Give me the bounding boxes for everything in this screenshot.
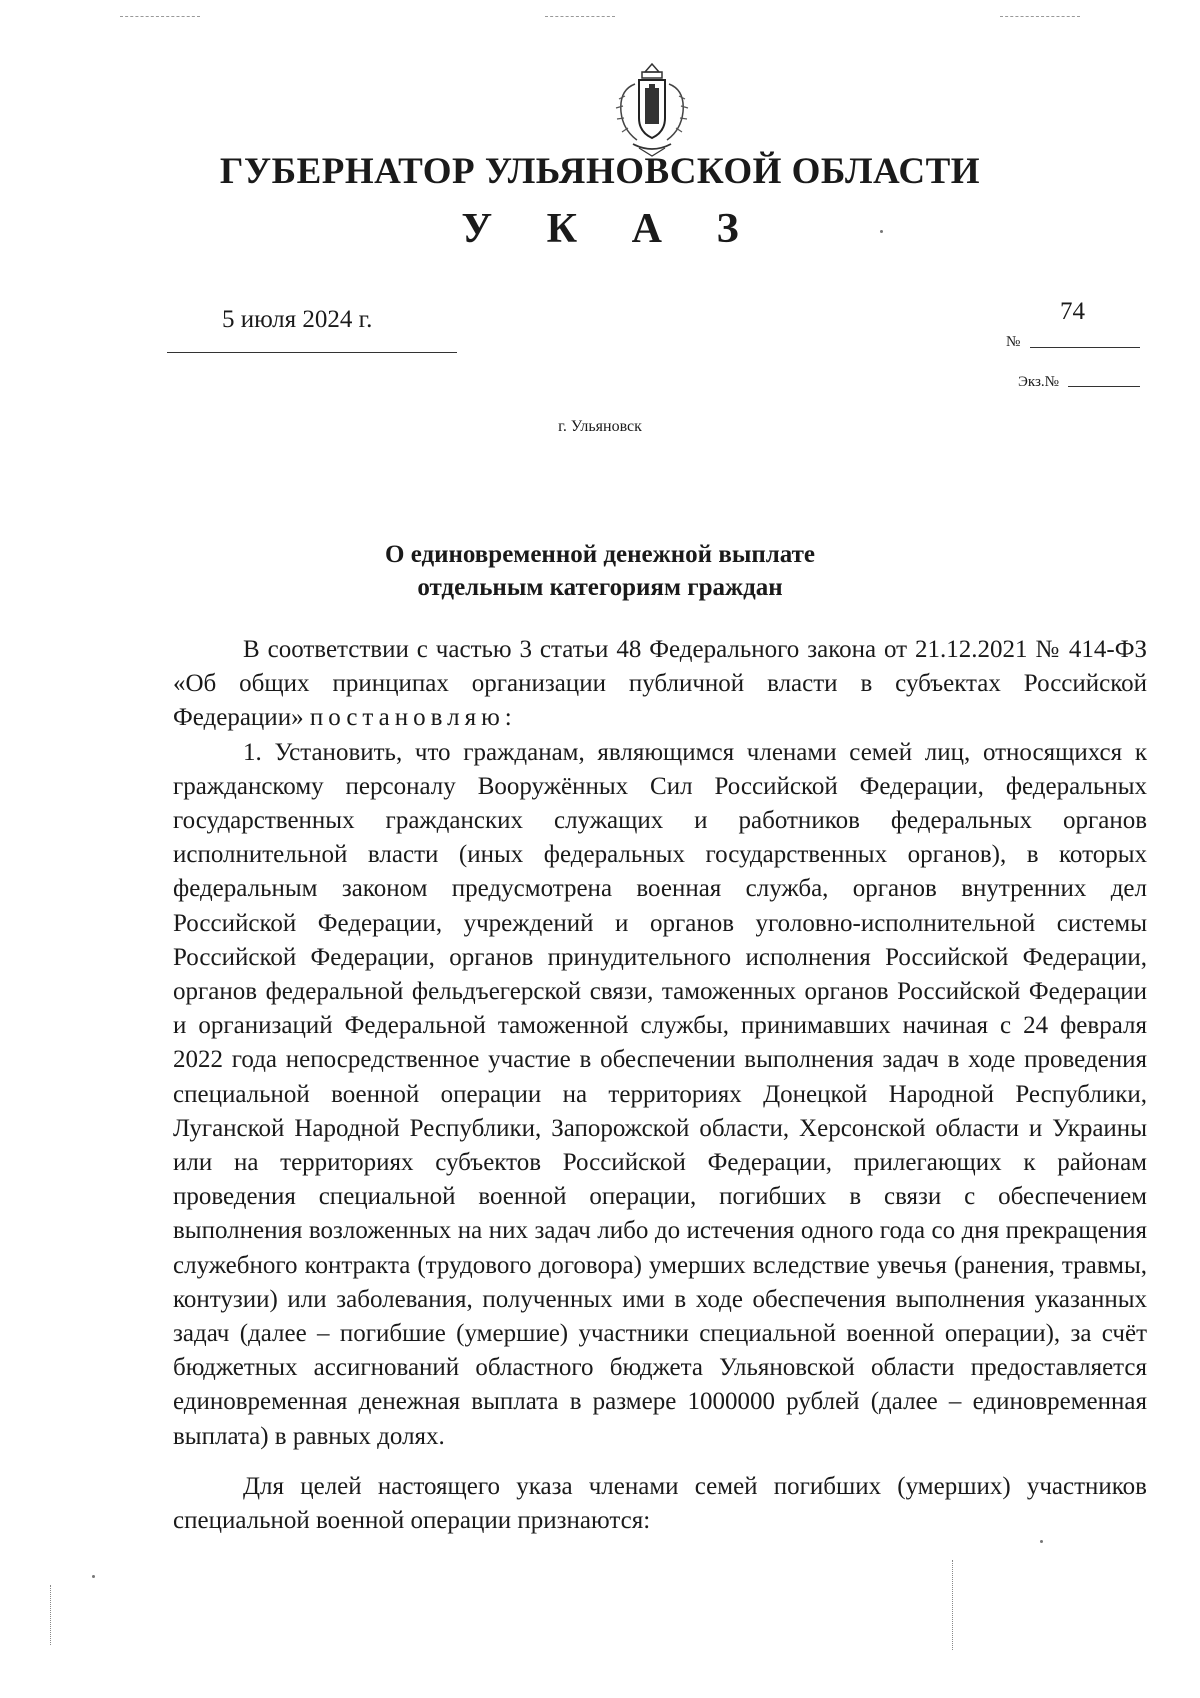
- preamble-text: В соответствии с частью 3 статьи 48 Федерального закона от 21.12.2021 № 414-ФЗ «Об общих принципах организации публичной власти в субъектах Российской Федерации»: [173, 636, 1147, 732]
- document-date: 5 июля 2024 г.: [222, 306, 373, 333]
- item-1-paragraph: 1. Установить, что гражданам, являющимся членами семей лиц, относящихся к гражданскому персоналу Вооружённых Сил Российской Федерации, федеральных государственных гражданских служащих и работников федеральных органов исполнительной власти (иных федеральных государственных органов), в которых федеральным законом предусмотрена военная служба, органов внутренних дел Российской Федерации, учреждений и органов уголовно-исполнительной системы Российской Федерации, органов принудительного исполнения Российской Федерации, органов федеральной фельдъегерской связи, таможенных органов Российской Федерации и организаций Федеральной таможенной службы, принимавших начиная с 24 февраля 2022 года непосредственное участие в обеспечении выполнения задач в ходе проведения специальной военной операции на территориях Донецкой Народной Республики, Луганской Народной Республики, Запорожской области, Херсонской области и Украины или на территориях субъектов Российской Федерации, прилегающих к районам проведения специальной военной операции, погибших в связи с обеспечением выполнения возложенных на них задач либо до истечения одного года со дня прекращения служебного контракта (трудового договора) умерших вследствие увечья (ранения, травмы, контузии) или заболевания, полученных ими в ходе обеспечения выполнения указанных задач (далее – погибшие (умершие) участники специальной военной операции), за счёт бюджетных ассигнований областного бюджета Ульяновской области предоставляется единовременная денежная выплата в размере 1000000 рублей (далее – единовременная выплата) в равных долях.: [173, 738, 1147, 1450]
- city: г. Ульяновск: [558, 418, 642, 435]
- subject-line: О единовременной денежной выплате: [385, 541, 815, 568]
- copy-number-underline: [1068, 386, 1140, 387]
- number-label: №: [1006, 334, 1021, 350]
- date-underline: [167, 352, 457, 353]
- decree-subject: [0, 538, 1200, 604]
- scan-artifact: [120, 16, 200, 18]
- decree-body: [173, 633, 1147, 1538]
- issuing-authority: ГУБЕРНАТОР УЛЬЯНОВСКОЙ ОБЛАСТИ: [219, 151, 981, 192]
- subject-line: отдельным категориям граждан: [417, 574, 783, 601]
- document-number: 74: [1060, 298, 1085, 325]
- preamble-keyword: постановляю:: [309, 704, 517, 732]
- preamble-paragraph: [173, 633, 1147, 736]
- document-type: У К А З: [461, 206, 761, 252]
- scan-artifact: [1000, 16, 1080, 18]
- coat-of-arms-emblem: [605, 60, 699, 160]
- number-underline: [1030, 347, 1140, 348]
- scan-artifact: [50, 1585, 51, 1645]
- scan-artifact: [545, 16, 615, 18]
- family-definition-paragraph: Для целей настоящего указа членами семей погибших (умерших) участников специальной военной операции признаются:: [173, 1472, 1147, 1535]
- scan-artifact: [952, 1560, 953, 1650]
- copy-number-label: Экз.№: [1018, 374, 1059, 390]
- scan-speck: [92, 1575, 95, 1578]
- scan-speck: [1040, 1540, 1043, 1543]
